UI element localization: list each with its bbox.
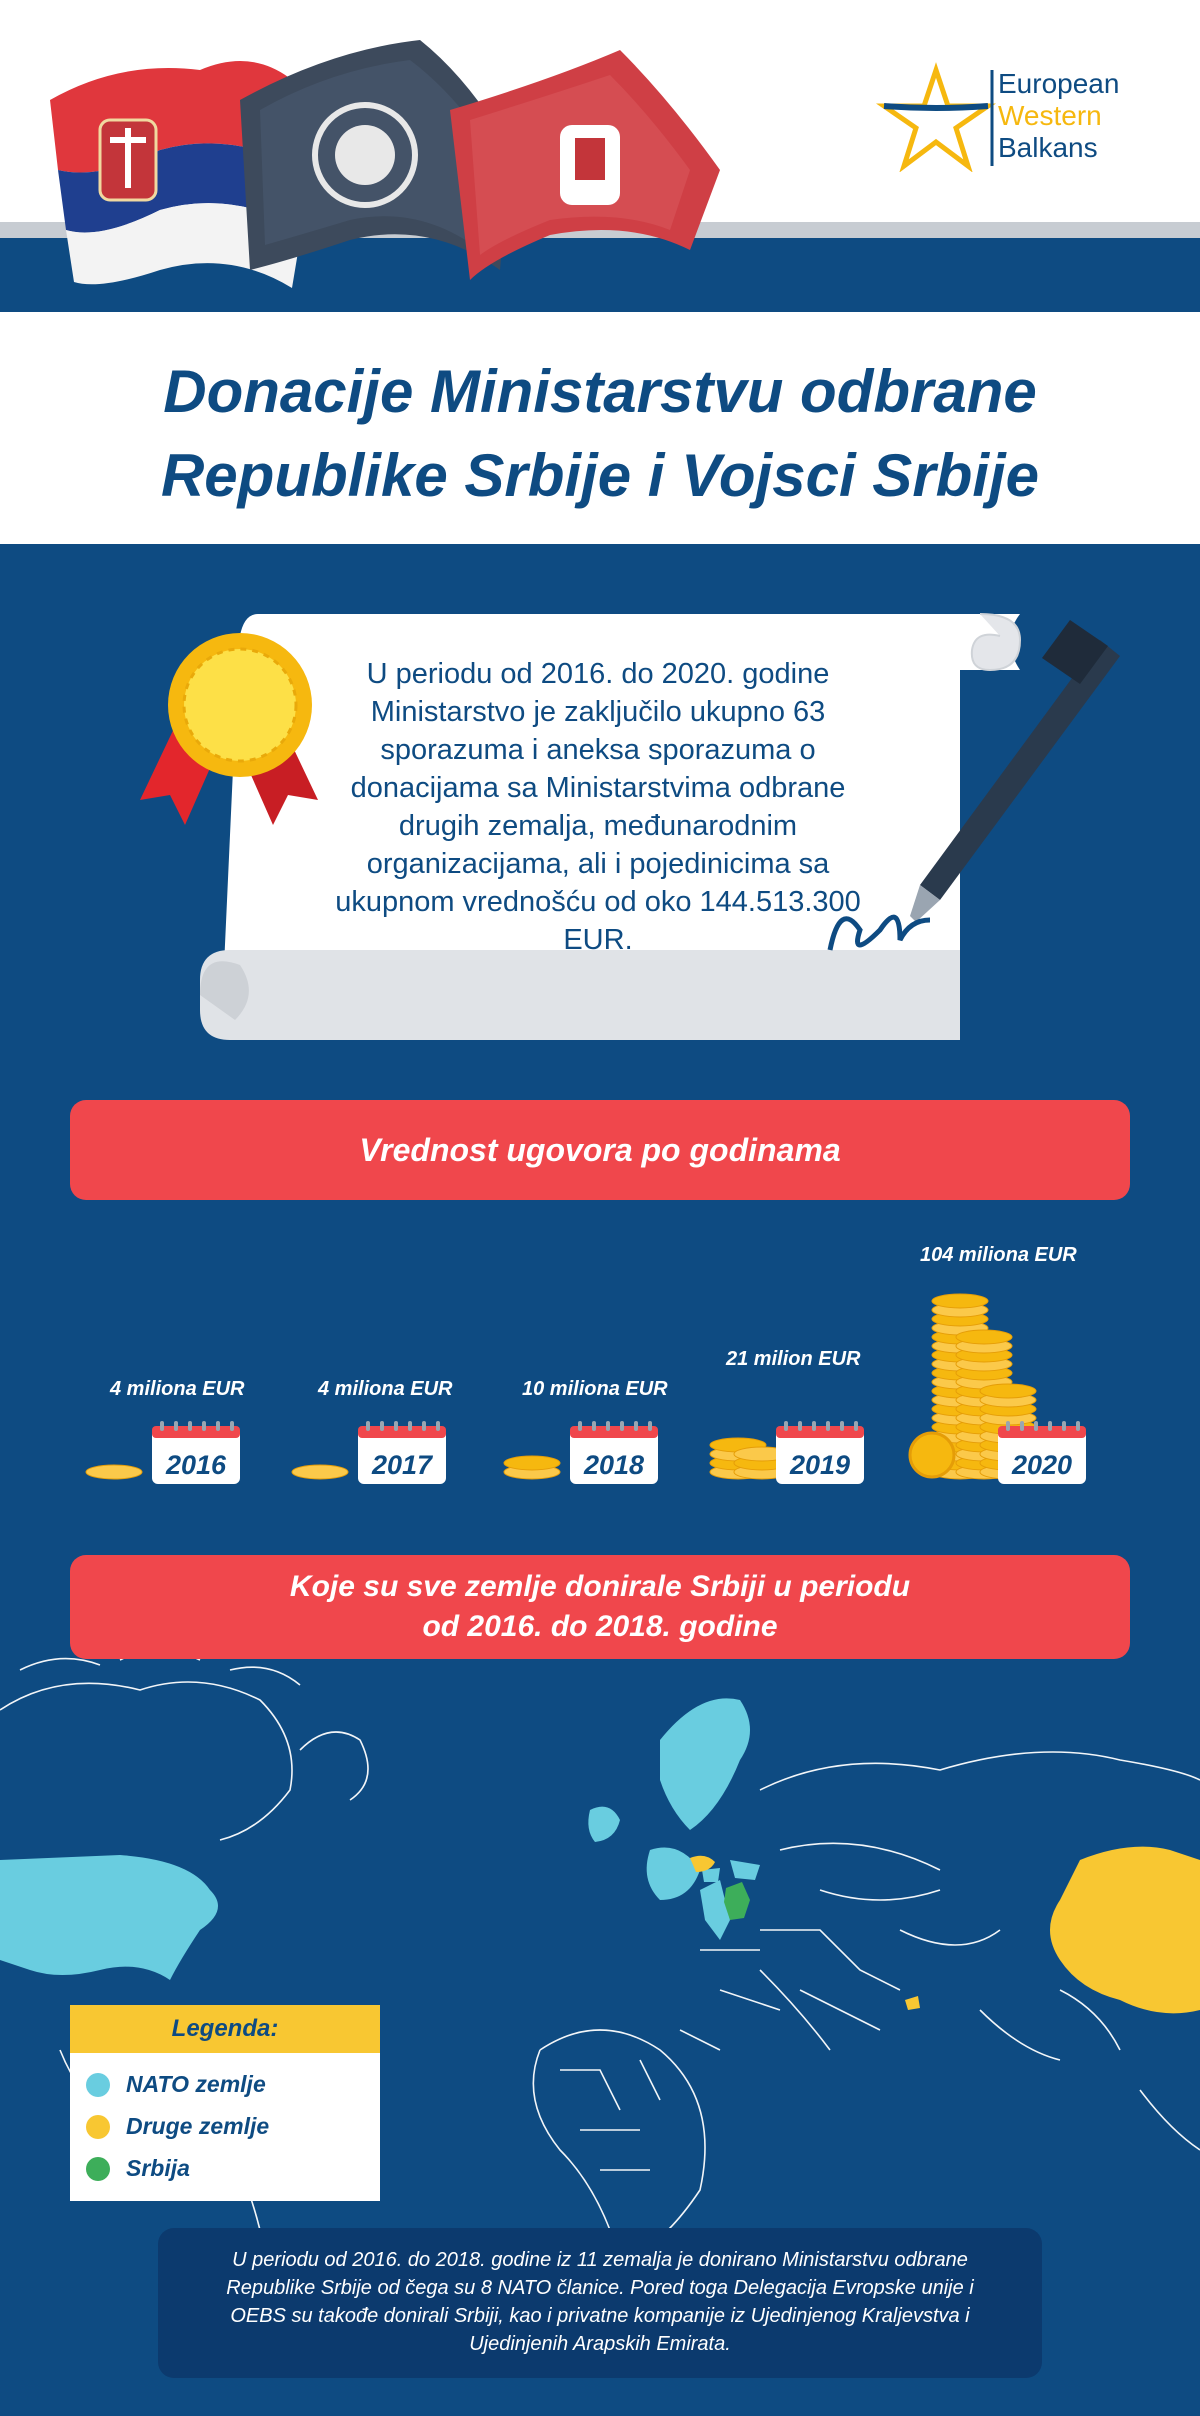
calendar-ring-icon (216, 1421, 220, 1431)
calendar-ring-icon (798, 1421, 802, 1431)
calendar-ring-icon (422, 1421, 426, 1431)
legend-label: NATO zemlje (126, 2071, 266, 2097)
logo-line-2: Western (998, 100, 1102, 131)
banner2-line-2: od 2016. do 2018. godine (422, 1610, 778, 1643)
coin-icon (504, 1456, 560, 1470)
nato-countries-icon (0, 1698, 760, 1980)
calendar-ring-icon (648, 1421, 652, 1431)
other-dot-icon (86, 2115, 110, 2139)
banner-yearly-values: Vrednost ugovora po godinama (70, 1100, 1130, 1200)
legend-title: Legenda: (70, 2005, 380, 2053)
calendar-header-icon (358, 1426, 446, 1438)
coin-icon (86, 1465, 142, 1479)
year-label: 2018 (583, 1450, 645, 1480)
amount-label: 104 miliona EUR (920, 1244, 1077, 1266)
calendar-header-icon (776, 1426, 864, 1438)
logo-line-1: European (998, 68, 1120, 99)
calendar-ring-icon (1034, 1421, 1038, 1431)
ewb-logo (876, 62, 1166, 172)
amount-label: 21 milion EUR (726, 1348, 861, 1370)
army-flag-icon (450, 50, 720, 280)
legend-item-nato (126, 2063, 380, 2105)
banner2-line-1: Koje su sve zemlje donirale Srbiji u periodu (289, 1570, 911, 1603)
year-label: 2016 (165, 1450, 227, 1480)
legend-item-serbia (126, 2147, 380, 2189)
dollar-coin-icon (910, 1433, 954, 1477)
coin-icon (292, 1465, 348, 1479)
calendar-ring-icon (826, 1421, 830, 1431)
legend-item-other (126, 2105, 380, 2147)
map-legend (70, 2005, 380, 2201)
title-line-1: Donacije Ministarstvu odbrane (163, 358, 1037, 425)
footnote: U periodu od 2016. do 2018. godine iz 11 zemalja je donirano Ministarstvu odbrane Republike Srbije od čega su 8 NATO članice. Pored toga Delegacija Evropske unije i OEBS su takođe donirali Srbiji, kao i privatne kompanije iz Ujedinjenog Kraljevstva i Ujedinjenih Arapskih Emirata. (158, 2228, 1042, 2378)
coin-icon (980, 1384, 1036, 1398)
calendar-ring-icon (436, 1421, 440, 1431)
calendar-ring-icon (380, 1421, 384, 1431)
calendar-header-icon (570, 1426, 658, 1438)
calendar-ring-icon (854, 1421, 858, 1431)
calendar-ring-icon (394, 1421, 398, 1431)
calendar-ring-icon (1006, 1421, 1010, 1431)
coin-icon (956, 1330, 1012, 1344)
calendar-ring-icon (634, 1421, 638, 1431)
calendar-header-icon (998, 1426, 1086, 1438)
year-label: 2017 (371, 1450, 433, 1480)
calendar-ring-icon (840, 1421, 844, 1431)
calendar-ring-icon (592, 1421, 596, 1431)
calendar-ring-icon (202, 1421, 206, 1431)
calendar-ring-icon (408, 1421, 412, 1431)
amount-label: 4 miliona EUR (318, 1378, 453, 1400)
calendar-ring-icon (620, 1421, 624, 1431)
scroll-text: U periodu od 2016. do 2020. godine Ministarstvo je zaključilo ukupno 63 sporazuma i aneksa sporazuma o donacijama sa Ministarstvima odbrane drugih zemalja, međunarodnim organizacijama, ali i pojedinicima sa ukupnom vrednošću od oko 144.513.300 EUR. (335, 658, 861, 956)
flags-illustration (30, 20, 760, 290)
year-label: 2020 (1011, 1450, 1073, 1480)
calendar-ring-icon (1020, 1421, 1024, 1431)
calendar-ring-icon (230, 1421, 234, 1431)
serbia-dot-icon (86, 2157, 110, 2181)
amount-label: 4 miliona EUR (110, 1378, 245, 1400)
legend-label: Druge zemlje (126, 2113, 270, 2139)
banner-donor-countries (70, 1555, 1130, 1659)
legend-label: Srbija (126, 2155, 190, 2181)
calendar-ring-icon (1076, 1421, 1080, 1431)
star-logo-icon (876, 62, 996, 172)
calendar-ring-icon (188, 1421, 192, 1431)
calendar-header-icon (152, 1426, 240, 1438)
page-title (0, 350, 1200, 518)
nato-dot-icon (86, 2073, 110, 2097)
title-line-2: Republike Srbije i Vojsci Srbije (160, 442, 1040, 509)
calendar-ring-icon (1062, 1421, 1066, 1431)
logo-line-3: Balkans (998, 132, 1098, 163)
year-label: 2019 (789, 1450, 851, 1480)
calendar-ring-icon (366, 1421, 370, 1431)
coin-icon (932, 1294, 988, 1308)
calendar-ring-icon (1048, 1421, 1052, 1431)
calendar-ring-icon (812, 1421, 816, 1431)
calendar-ring-icon (606, 1421, 610, 1431)
calendar-ring-icon (578, 1421, 582, 1431)
calendar-ring-icon (160, 1421, 164, 1431)
calendar-ring-icon (784, 1421, 788, 1431)
amount-label: 10 miliona EUR (522, 1378, 668, 1400)
calendar-ring-icon (174, 1421, 178, 1431)
